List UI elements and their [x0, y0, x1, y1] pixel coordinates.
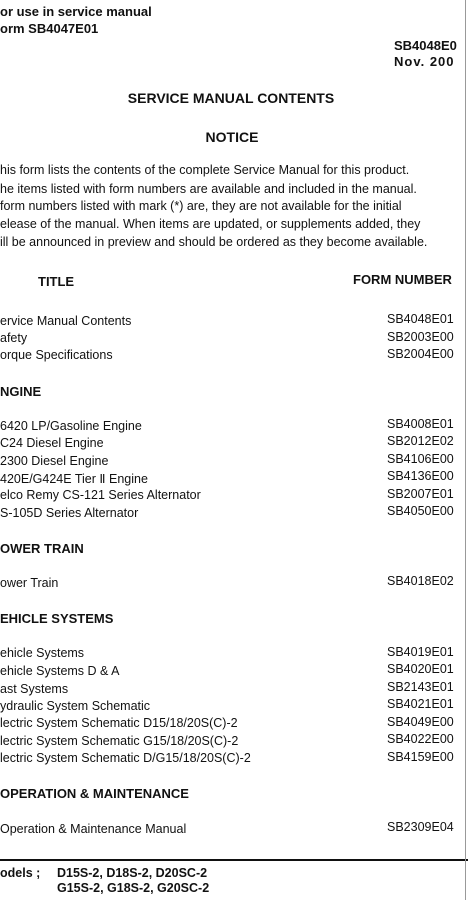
models-line-1: D15S-2, D18S-2, D20SC-2	[57, 866, 208, 880]
list-item-form: SB4048E01	[387, 312, 454, 326]
list-item-title: afety	[0, 331, 28, 345]
list-item-form: SB2309E04	[387, 820, 454, 834]
list-item-title: ast Systems	[0, 682, 69, 696]
list-item-title: ower Train	[0, 576, 59, 590]
list-item-form: SB4159E00	[387, 750, 454, 764]
list-item-title: Operation & Maintenance Manual	[0, 822, 187, 836]
list-item-title: ehicle Systems D & A	[0, 664, 120, 678]
list-item-title: lectric System Schematic D15/18/20S(C)-2	[0, 716, 238, 730]
section-heading-power-train: OWER TRAIN	[0, 541, 84, 556]
list-item-form: SB4008E01	[387, 417, 454, 431]
page-title: SERVICE MANUAL CONTENTS	[127, 90, 335, 106]
list-item-form: SB2012E02	[387, 434, 454, 448]
notice-line: his form lists the contents of the complete Service Manual for this product.	[0, 163, 410, 177]
list-item-form: SB4022E00	[387, 732, 454, 746]
models-label: odels ;	[0, 866, 41, 880]
column-header-form-number: FORM NUMBER	[353, 272, 452, 287]
list-item-title: elco Remy CS-121 Series Alternator	[0, 488, 201, 502]
notice-line: elease of the manual. When items are updated, or supplements added, they	[0, 217, 421, 231]
column-header-title: TITLE	[38, 274, 75, 289]
list-item-form: SB4018E02	[387, 574, 454, 588]
notice-line: form numbers listed with mark (*) are, they are not available for the initial	[0, 199, 402, 213]
list-item-title: ervice Manual Contents	[0, 314, 132, 328]
section-heading-vehicle-systems: EHICLE SYSTEMS	[0, 611, 114, 626]
doc-id: SB4048E0	[394, 38, 457, 53]
section-heading-operation-maintenance: OPERATION & MAINTENANCE	[0, 786, 189, 801]
list-item-title: lectric System Schematic D/G15/18/20S(C)-2	[0, 751, 251, 765]
doc-date: Nov. 200	[394, 54, 455, 69]
list-item-form: SB4021E01	[387, 697, 454, 711]
list-item-title: 420E/G424E Tier Ⅱ Engine	[0, 472, 148, 486]
list-item-form: SB4050E00	[387, 504, 454, 518]
list-item-form: SB4106E00	[387, 452, 454, 466]
list-item-form: SB4049E00	[387, 715, 454, 729]
list-item-title: orque Specifications	[0, 348, 113, 362]
notice-heading: NOTICE	[205, 129, 259, 145]
list-item-form: SB2143E01	[387, 680, 454, 694]
list-item-title: C24 Diesel Engine	[0, 436, 104, 450]
list-item-form: SB4019E01	[387, 645, 454, 659]
list-item-title: lectric System Schematic G15/18/20S(C)-2	[0, 734, 239, 748]
header-form-ref: orm SB4047E01	[0, 21, 99, 36]
list-item-title: ehicle Systems	[0, 646, 85, 660]
list-item-title: S-105D Series Alternator	[0, 506, 139, 520]
footer-divider	[0, 859, 468, 861]
header-usage-note: or use in service manual	[0, 4, 152, 19]
section-heading-engine: NGINE	[0, 384, 42, 399]
list-item-form: SB2007E01	[387, 487, 454, 501]
list-item-form: SB4020E01	[387, 662, 454, 676]
list-item-title: 2300 Diesel Engine	[0, 454, 109, 468]
notice-line: he items listed with form numbers are available and included in the manual.	[0, 182, 417, 196]
list-item-title: ydraulic System Schematic	[0, 699, 151, 713]
notice-line: ill be announced in preview and should be ordered as they become available.	[0, 235, 428, 249]
list-item-title: 6420 LP/Gasoline Engine	[0, 419, 142, 433]
list-item-form: SB2003E00	[387, 330, 454, 344]
list-item-form: SB2004E00	[387, 347, 454, 361]
page-edge-line	[465, 0, 466, 900]
list-item-form: SB4136E00	[387, 469, 454, 483]
models-line-2: G15S-2, G18S-2, G20SC-2	[57, 881, 210, 895]
